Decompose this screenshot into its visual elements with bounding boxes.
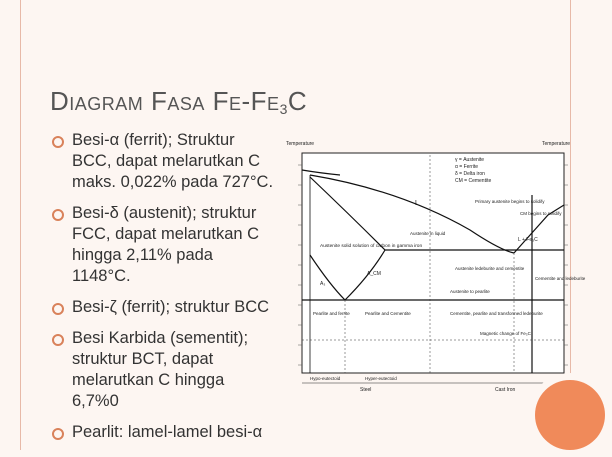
slide-title <box>50 86 550 117</box>
legend-item: δ = Delta iron <box>455 171 485 177</box>
fe-fe3c-phase-diagram <box>280 135 586 395</box>
bullet-item <box>50 328 275 412</box>
circle-bullet-icon <box>52 428 64 440</box>
slide-title-end: C <box>287 86 308 116</box>
legend-item: CM = Cementite <box>455 178 492 184</box>
circle-bullet-icon <box>52 334 64 346</box>
bullet-item <box>50 203 275 287</box>
bullet-list <box>50 130 275 453</box>
region-austenite-ledeburite: Austenite ledeburite and cementite <box>455 266 525 271</box>
region-pearlite-cementite: Pearlite and Cementite <box>365 311 411 316</box>
region-primary-austenite: Primary austenite begins to solidify <box>475 199 545 204</box>
bottom-labels <box>302 376 564 393</box>
legend-item: γ = Austenite <box>455 157 485 163</box>
region-acm: A_CM <box>367 271 381 277</box>
bullet-text: Besi Karbida (sementit); struktur BCT, dapat melarutkan C hingga 6,7%0 <box>72 329 249 410</box>
bullet-text: Besi-δ (austenit); struktur FCC, dapat melarutkan C hingga 2,11% pada 1148°C. <box>72 204 260 285</box>
region-cementite-ledeburite: Cementite and ledeburite <box>535 276 586 281</box>
diagram-frame <box>302 153 564 373</box>
right-axis-ticks <box>564 165 568 365</box>
bullet-item <box>50 297 275 318</box>
label-hyper-eutectoid: Hyper-eutectoid <box>365 376 397 381</box>
region-austenite: Austenite solid solution of carbon in gamma iron <box>320 244 423 249</box>
bullet-text: Pearlit: lamel-lamel besi-α <box>72 423 263 441</box>
bullet-item <box>50 422 275 443</box>
legend-item: α = Ferrite <box>455 164 479 170</box>
axis-left-label: Temperature <box>286 141 315 147</box>
bullet-item <box>50 130 275 193</box>
region-magnetic-change: Magnetic change of Fe₃C <box>480 331 531 336</box>
circle-bullet-icon <box>52 136 64 148</box>
axis-right-label: Temperature <box>542 141 571 147</box>
region-liquid: L <box>415 200 419 207</box>
region-l-fe3c: L + Fe₃C <box>518 237 538 243</box>
region-a3: A₃ <box>320 281 326 287</box>
region-cm-begins: CM begins to solidify <box>520 211 562 216</box>
slide-title-subscript: 3 <box>279 101 288 117</box>
circle-bullet-icon <box>52 209 64 221</box>
label-hypo-eutectoid: Hypo-eutectoid <box>310 376 341 381</box>
region-austenite-pearlite: Austenite to pearlite <box>450 289 490 294</box>
left-axis-ticks <box>298 165 302 365</box>
region-cementite-pearlite: Cementite, pearlite and transformed ledeburite <box>450 311 543 316</box>
corner-circle-decoration <box>535 380 605 450</box>
label-cast-iron: Cast Iron <box>495 387 516 393</box>
left-frame-line <box>20 0 21 450</box>
bullet-text: Besi-ζ (ferrit); struktur BCC <box>72 298 270 316</box>
label-steel: Steel <box>360 387 372 393</box>
circle-bullet-icon <box>52 303 64 315</box>
region-pearlite-ferrite: Pearlite and ferrite <box>313 311 350 316</box>
bullet-text: Besi-α (ferrit); Struktur BCC, dapat melarutkan C maks. 0,022% pada 727°C. <box>72 131 274 191</box>
slide-title-main: Diagram Fasa Fe-Fe <box>50 86 280 116</box>
region-austenite-liquid: Austenite in liquid <box>410 231 446 236</box>
